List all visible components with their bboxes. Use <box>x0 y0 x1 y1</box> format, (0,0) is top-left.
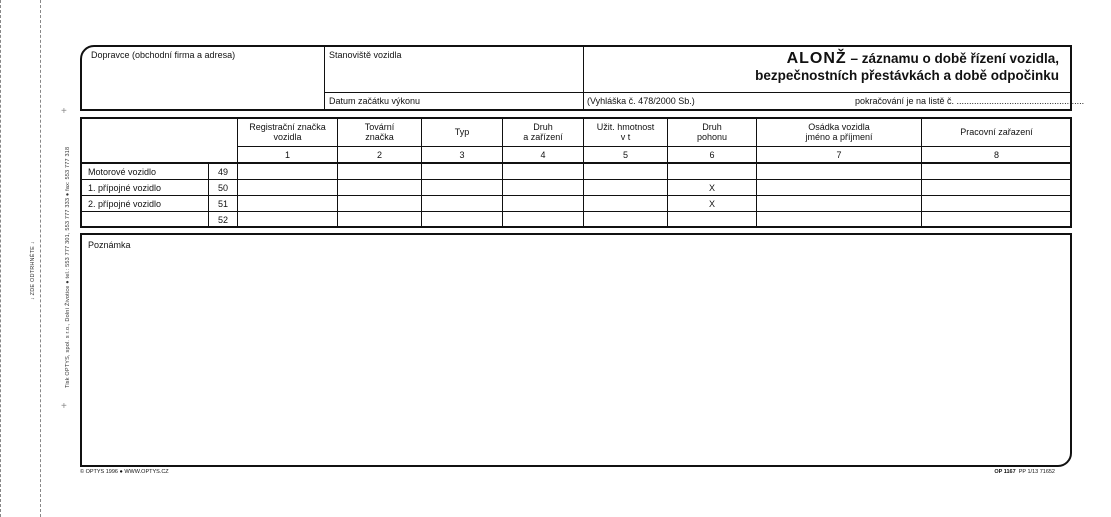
col-header-registration: Registrační značka vozidla <box>249 122 326 142</box>
table-rule <box>81 162 1071 164</box>
row-label-motor-vehicle: Motorové vozidlo <box>88 167 157 177</box>
drive-cell-mark: X <box>708 199 715 209</box>
table-rule <box>237 146 1071 147</box>
tear-line-dashed <box>40 0 41 517</box>
form-title <box>787 51 1059 66</box>
col-number: 6 <box>709 150 715 160</box>
col-number: 2 <box>376 150 382 160</box>
form-title-line2: bezpečnostních přestávkách a době odpočinku <box>755 68 1059 83</box>
vehicle-location-label: Stanoviště vozidla <box>329 50 402 60</box>
cut-here-label: ↓ ZDE ODTRHNĚTE ↓ <box>30 241 36 300</box>
notes-box <box>80 233 1072 467</box>
decree-label: (Vyhláška č. 478/2000 Sb.) <box>587 96 695 106</box>
form-print-info: PP 1/13 71652 <box>1018 469 1055 475</box>
row-number: 52 <box>217 215 228 225</box>
title-alonz: ALONŽ <box>786 50 847 67</box>
col-header-drive: Druh pohonu <box>696 122 728 142</box>
drive-cell-mark: X <box>708 183 715 193</box>
row-number: 49 <box>217 167 228 177</box>
row-number: 50 <box>217 183 228 193</box>
header-divider <box>324 92 583 93</box>
title-line1: – záznamu o době řízení vozidla, <box>846 51 1059 66</box>
col-number: 1 <box>284 150 290 160</box>
col-header-equipment: Druh a zařízení <box>523 122 563 142</box>
header-divider <box>583 92 1071 93</box>
table-rule <box>81 211 1071 212</box>
row-label-trailer-1: 1. přípojné vozidlo <box>88 183 162 193</box>
col-header-type: Typ <box>454 127 470 137</box>
form-code: OP 1167 <box>994 469 1016 475</box>
continuation-label: pokračování je na listě č. ................................................... <box>855 96 1085 106</box>
table-rule <box>81 179 1071 180</box>
col-header-crew: Osádka vozidla jméno a příjmení <box>805 122 873 142</box>
table-rule <box>81 195 1071 196</box>
edge-line-dashed <box>0 0 1 517</box>
col-number: 4 <box>540 150 546 160</box>
col-number: 7 <box>836 150 842 160</box>
col-number: 8 <box>993 150 999 160</box>
registration-mark: + <box>61 106 67 117</box>
footer-form-code <box>994 469 1055 476</box>
col-header-payload: Užit. hmotnost v t <box>596 122 655 142</box>
row-number: 51 <box>217 199 228 209</box>
start-date-label: Datum začátku výkonu <box>329 96 421 106</box>
header-divider <box>583 46 584 110</box>
footer-copyright: © OPTYS 1996 ● WWW.OPTYS.CZ <box>80 469 169 475</box>
header-divider <box>324 46 325 110</box>
col-number: 5 <box>622 150 628 160</box>
col-number: 3 <box>459 150 465 160</box>
notes-label: Poznámka <box>88 240 131 250</box>
carrier-label: Dopravce (obchodní firma a adresa) <box>91 50 236 60</box>
col-header-position: Pracovní zařazení <box>960 127 1033 137</box>
col-header-manufacturer: Tovární značka <box>364 122 395 142</box>
row-label-trailer-2: 2. přípojné vozidlo <box>88 199 162 209</box>
printer-info: Tisk OPTYS, spol. s r.o., Dolní Životice ● tel.: 553 777 301, 553 777 333 ● fax: 553 777 318 <box>65 146 71 388</box>
registration-mark: + <box>61 401 67 412</box>
